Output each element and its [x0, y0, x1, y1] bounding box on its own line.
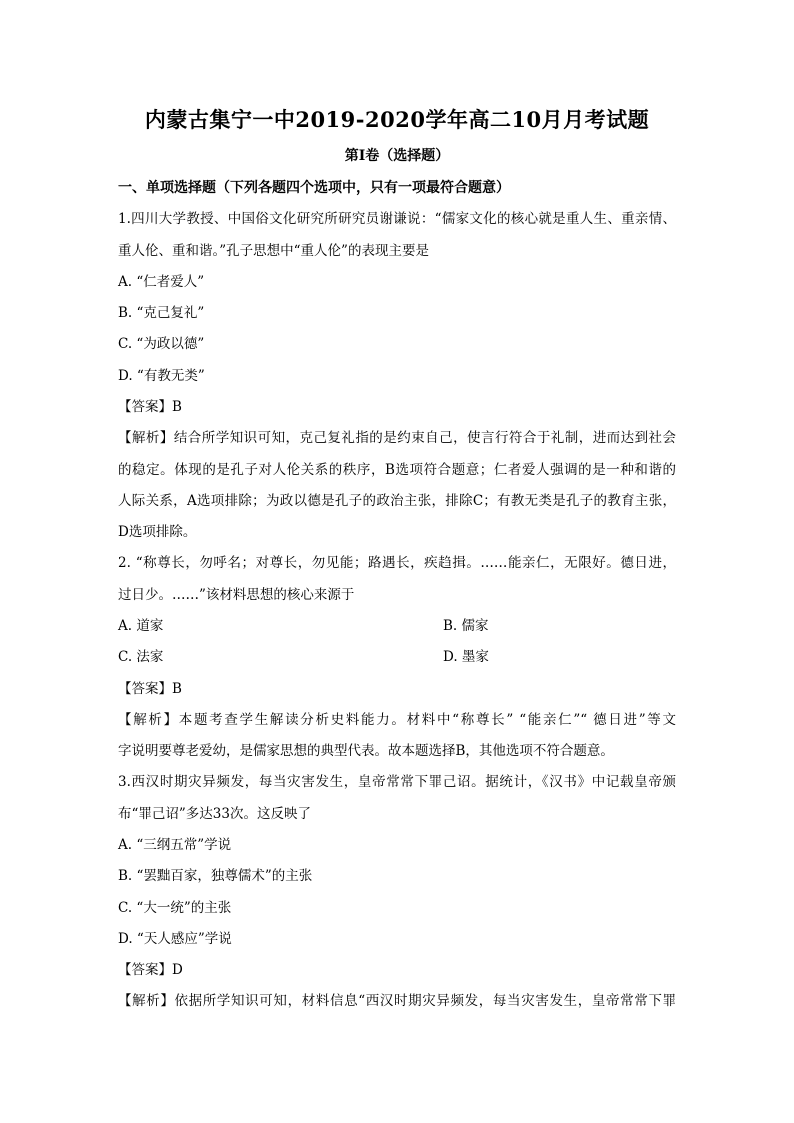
q1-answer: 【答案】B [118, 399, 182, 415]
q2-explanation-line-2: 字说明要尊老爱幼，是儒家思想的典型代表。故本题选择B，其他选项不符合题意。 [118, 743, 614, 759]
q3-answer: 【答案】D [118, 962, 183, 978]
paper-part-title: 第Ⅰ卷（选择题） [344, 148, 450, 164]
q2-stem-line-1: 2. “称尊长，勿呼名；对尊长，勿见能；路遇长，疾趋揖。……能亲仁，无限好。德日进， [118, 555, 676, 571]
q1-stem-line-2: 重人伦、重和谐。”孔子思想中“重人伦”的表现主要是 [118, 243, 429, 259]
q3-option-b: B. “罢黜百家，独尊儒术”的主张 [118, 868, 313, 884]
q2-answer: 【答案】B [118, 681, 182, 697]
q1-option-a: A. “仁者爱人” [118, 274, 205, 290]
q3-option-a: A. “三纲五常”学说 [118, 837, 232, 853]
q3-option-d: D. “天人感应”学说 [118, 931, 232, 947]
q3-explanation-line-1: 【解析】依据所学知识可知，材料信息“西汉时期灾异频发，每当灾害发生，皇帝常常下罪 [118, 993, 676, 1009]
q3-stem-line-1: 3.西汉时期灾异频发，每当灾害发生，皇帝常常下罪己诏。据统计，《汉书》中记载皇帝颁 [118, 774, 676, 790]
q1-explanation-line-2: 的稳定。体现的是孔子对人伦关系的秩序，B选项符合题意；仁者爱人强调的是一种和谐的 [118, 462, 676, 478]
q2-option-c: C. 法家 [118, 649, 164, 665]
q1-option-d: D. “有教无类” [118, 368, 205, 384]
section-heading: 一、单项选择题（下列各题四个选项中，只有一项最符合题意） [118, 180, 510, 196]
q1-explanation-line-4: D选项排除。 [118, 524, 197, 540]
q2-stem-line-2: 过日少。……”该材料思想的核心来源于 [118, 587, 355, 603]
q1-explanation-line-1: 【解析】结合所学知识可知，克己复礼指的是约束自己，使言行符合于礼制，进而达到社会 [118, 430, 676, 446]
q1-option-b: B. “克己复礼” [118, 305, 205, 321]
q3-option-c: C. “大一统”的主张 [118, 900, 232, 916]
q1-explanation-line-3: 人际关系，A选项排除；为政以德是孔子的政治主张，排除C；有教无类是孔子的教育主张， [118, 493, 676, 509]
q1-option-c: C. “为政以德” [118, 336, 205, 352]
q3-stem-line-2: 布“罪己诏”多达33次。这反映了 [118, 806, 311, 822]
q2-option-b: B. 儒家 [443, 618, 489, 634]
q2-option-a: A. 道家 [118, 618, 164, 634]
q1-stem-line-1: 1.四川大学教授、中国俗文化研究所研究员谢谦说：“儒家文化的核心就是重人生、重亲情、 [118, 211, 676, 227]
document-title: 内蒙古集宁一中2019-2020学年高二10月月考试题 [144, 107, 650, 132]
q2-option-d: D. 墨家 [443, 649, 489, 665]
q2-explanation-line-1: 【解析】本题考查学生解读分析史料能力。材料中“称尊长” “能亲仁”“ 德日进”等文 [118, 712, 676, 728]
